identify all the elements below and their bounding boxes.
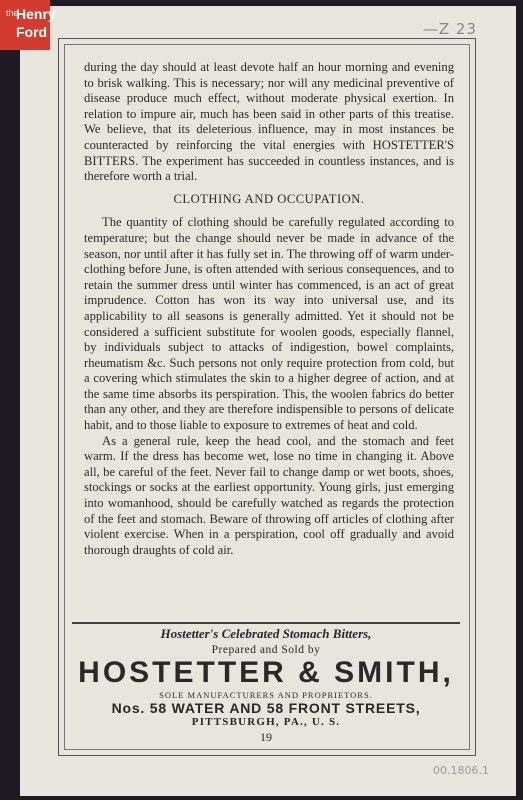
paragraph-clothing: The quantity of clothing should be carefully regulated according to temperature; but the change should never be made in advance of the season, nor until after it has fully set in. The throwing off of warm under-clothing before June, is often attended with serious consequences, and to retain the summer dress until winter has commenced, is an act of great imprudence. Cotton has won its way into universal use, and its applicability to all seasons is generally admitted. Yet it should not be considered a sufficient substitute for woolen goods, especially flannel, by individuals subject to attacks of indigestion, bowel complaints, rheumatism &c. Such persons not only require protection from cold, but a covering which stimulates the skin to a higher degree of action, and at the same time absorbs its perspiration. This, the woolen fabrics do better than any other, and they are therefore indispensible to persons of delicate habit, and to those liable to exposure to extremes of heat and cold. (84, 215, 454, 433)
ad-address: Nos. 58 WATER AND 58 FRONT STREETS, (111, 700, 421, 716)
body-text (84, 60, 454, 558)
divider-rule (72, 622, 460, 624)
ad-company-name: HOSTETTER & SMITH, (78, 656, 454, 689)
logo-text-the: the (6, 8, 19, 18)
handwritten-catalog-mark: —Z 23 (422, 20, 477, 38)
logo-text-henry: Henry (16, 6, 56, 22)
paragraph-walking: during the day should at least devote half an hour morning and evening to brisk walking. This is necessary; nor will any medicinal preventive of disease produce much effect, without moderate physical exertion. In relation to impure air, much has been said in other parts of this treatise. We believe, that its deleterious influence, may in most instances be counteracted by reinforcing the vital energies with HOSTETTER'S BITTERS. The experiment has succeeded in countless instances, and is therefore worth a trial. (84, 60, 454, 184)
ad-product-line: Hostetter's Celebrated Stomach Bitters, (160, 626, 372, 641)
ad-city: PITTSBURGH, PA., U. S. (191, 716, 341, 728)
section-heading: CLOTHING AND OCCUPATION. (173, 191, 365, 206)
handwritten-accession-number: 00.1806.1 (433, 764, 489, 777)
henry-ford-logo (0, 0, 56, 50)
logo-text-ford: Ford (16, 24, 48, 40)
paragraph-general-rule: As a general rule, keep the head cool, and the stomach and feet warm. If the dress has become wet, lose no time in changing it. Above all, be careful of the feet. Never fail to change damp or wet boots, shoes, stockings or socks at the earliest opportunity. Young girls, just emerging into womanhood, should be carefully watched as regards the protection of the feet and stomach. Beware of throwing off articles of clothing after violent exercise. When in a perspiration, cool off gradually and avoid thorough draughts of cold air. (84, 433, 454, 557)
page-number: 19 (260, 730, 272, 744)
ad-manufacturers: SOLE MANUFACTURERS AND PROPRIETORS. (159, 690, 373, 700)
ad-prepared-by: Prepared and Sold by (211, 644, 321, 656)
